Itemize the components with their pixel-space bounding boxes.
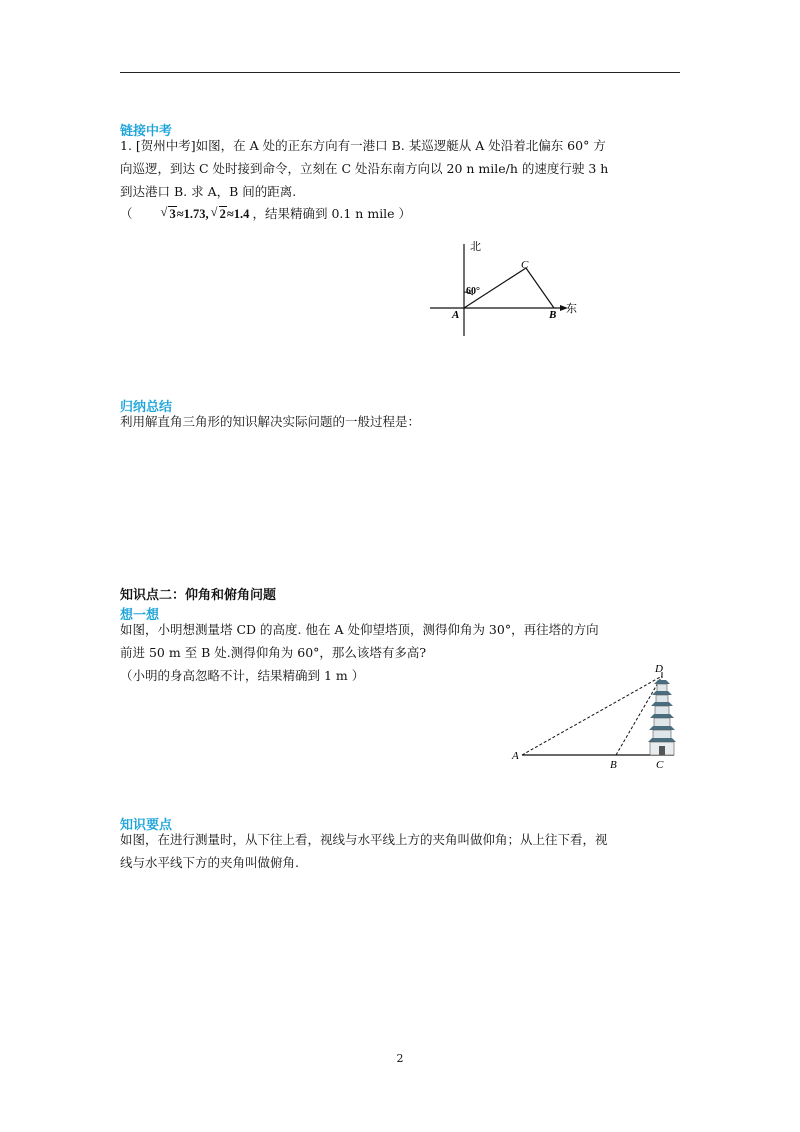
figure-tower-diagram <box>508 660 688 770</box>
page-number: 2 <box>396 1052 404 1065</box>
section-title-summary: 归纳总结 <box>120 400 173 415</box>
label-north: 北 <box>470 240 481 253</box>
label-A: A <box>452 309 460 321</box>
label-A: A <box>512 750 519 762</box>
think-line-2: 前进 50 m 至 B 处.测得仰角为 60°，那么该塔有多高? <box>120 645 427 660</box>
hint-tail: ，结果精确到 0.1 n mile ） <box>252 206 412 221</box>
sqrt-3: √ 3 <box>160 205 176 221</box>
hint-math: √ 3≈1.73, √ 2≈1.4 <box>160 205 250 221</box>
hint-open-paren: （ <box>120 206 133 221</box>
header-rule <box>120 72 680 73</box>
label-D: D <box>655 663 663 675</box>
section-title-think: 想一想 <box>120 608 160 623</box>
problem-line-2: 向巡逻，到达 C 处时接到命令，立刻在 C 处沿东南方向以 20 n mile/h 的速度行驶 3 h <box>120 161 609 176</box>
label-east: 东 <box>566 302 577 315</box>
key-points-line-1: 如图，在进行测量时，从下往上看，视线与水平线上方的夹角叫做仰角；从上往下看，视 <box>120 832 608 847</box>
knowledge-point-heading: 知识点二：仰角和俯角问题 <box>120 588 277 603</box>
sqrt-2: √ 2 <box>210 205 226 221</box>
label-C: C <box>656 759 664 770</box>
label-C: C <box>521 259 529 271</box>
section-title-linked-exam: 链接中考 <box>120 124 173 139</box>
think-line-1: 如图，小明想测量塔 CD 的高度. 他在 A 处仰望塔顶，测得仰角为 30°，再往塔的方向 <box>120 622 599 637</box>
figure-bearing-diagram <box>430 236 590 346</box>
problem-hint <box>120 206 682 222</box>
label-B: B <box>549 309 557 321</box>
problem-line-3: 到达港口 B. 求 A，B 间的距离. <box>120 184 297 199</box>
segment-CB <box>526 268 554 308</box>
section-title-key-points: 知识要点 <box>120 818 173 833</box>
label-angle: 60° <box>466 286 480 297</box>
summary-text: 利用解直角三角形的知识解决实际问题的一般过程是： <box>120 414 421 429</box>
label-B: B <box>610 759 617 770</box>
think-line-3: （小明的身高忽略不计，结果精确到 1 m ） <box>120 668 365 683</box>
problem-line-1: 1. [贺州中考]如图，在 A 处的正东方向有一港口 B. 某巡逻艇从 A 处沿着北偏东 60° 方 <box>120 138 606 153</box>
key-points-line-2: 线与水平线下方的夹角叫做俯角. <box>120 855 299 870</box>
sight-line-A <box>522 676 662 755</box>
pagoda-icon <box>648 672 676 755</box>
